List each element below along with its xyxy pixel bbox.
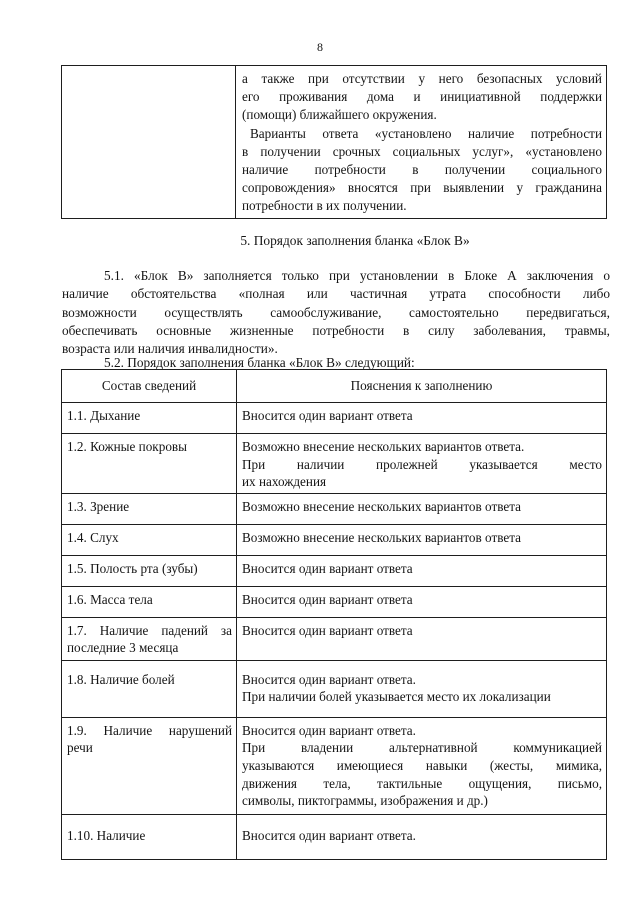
text-line: а также при отсутствии у него безопасных условий	[242, 71, 602, 86]
paragraph-line: 5.2. Порядок заполнения бланка «Блок В» следующий:	[104, 355, 415, 370]
row-text: Вносится один вариант ответа. При владении альтернативной коммуникацией указываются имеющиеся навыки (жесты, мимика, движения тела, тактильные ощущения, письмо, символы, пиктограммы, изображения и др.)	[237, 717, 607, 814]
row-label: 1.8. Наличие болей	[62, 660, 237, 717]
table-row	[62, 524, 607, 555]
row-label: 1.9. Наличие нарушений речи	[62, 717, 237, 814]
row-label: 1.7. Наличие падений за последние 3 месяца	[62, 617, 237, 660]
column-header: Состав сведений	[62, 370, 237, 403]
row-label: 1.6. Масса тела	[62, 586, 237, 617]
row-text: Возможно внесение нескольких вариантов ответа	[237, 493, 607, 524]
row-label: 1.1. Дыхание	[62, 403, 237, 434]
table-row	[62, 555, 607, 586]
table-row	[62, 717, 607, 814]
row-text: Вносится один вариант ответа	[237, 586, 607, 617]
row-text: Вносится один вариант ответа	[237, 403, 607, 434]
row-text: Вносится один вариант ответа	[237, 617, 607, 660]
text-line: Варианты ответа «установлено наличие потребности	[250, 125, 602, 141]
page-number: 8	[317, 40, 323, 54]
row-label: 1.2. Кожные покровы	[62, 434, 237, 494]
paragraph-line: обеспечивать основные жизненные потребности в силу заболевания, травмы,	[62, 322, 610, 338]
text-line: сопровождения» вносятся при выявлении у гражданина	[242, 180, 602, 196]
continuation-text-cell	[236, 66, 607, 219]
table-row	[62, 660, 607, 717]
empty-cell	[62, 66, 236, 219]
row-text: Возможно внесение нескольких вариантов ответа	[237, 524, 607, 555]
row-text: Вносится один вариант ответа	[237, 555, 607, 586]
row-label: 1.10. Наличие	[62, 814, 237, 859]
row-label: 1.4. Слух	[62, 524, 237, 555]
table-row	[62, 493, 607, 524]
column-header: Пояснения к заполнению	[237, 370, 607, 403]
paragraph-line: 5.1. «Блок В» заполняется только при установлении в Блоке А заключения о	[104, 268, 610, 283]
row-text: Возможно внесение нескольких вариантов ответа. При наличии пролежней указывается место их нахождения	[237, 434, 607, 494]
table-header-row	[62, 370, 607, 403]
table-row	[62, 617, 607, 660]
text-line: потребности в их получении.	[242, 198, 407, 214]
paragraph-line: наличие обстоятельства «полная или частичная утрата способности либо	[62, 286, 610, 302]
text-line: его проживания дома и инициативной поддержки	[242, 89, 602, 105]
table-row	[62, 814, 607, 859]
row-text: Вносится один вариант ответа. При наличии болей указывается место их локализации	[237, 660, 607, 717]
paragraph-5-1	[62, 267, 610, 358]
paragraph-line: возможности осуществлять самообслуживание, самостоятельно передвигаться,	[62, 304, 610, 320]
continuation-table	[61, 65, 607, 219]
table-row	[62, 586, 607, 617]
row-text: Вносится один вариант ответа.	[237, 814, 607, 859]
text-line: в получении срочных социальных услуг», «установлено	[242, 143, 602, 159]
table-row	[62, 403, 607, 434]
text-line: (помощи) ближайшего окружения.	[242, 107, 437, 123]
text-line: наличие потребности в получении социального	[242, 162, 602, 178]
row-label: 1.5. Полость рта (зубы)	[62, 555, 237, 586]
fill-rules-table	[61, 369, 607, 860]
row-label: 1.3. Зрение	[62, 493, 237, 524]
section-heading: 5. Порядок заполнения бланка «Блок В»	[240, 233, 470, 248]
table-row	[62, 434, 607, 494]
paragraph-line: возраста или наличия инвалидности».	[62, 341, 278, 357]
